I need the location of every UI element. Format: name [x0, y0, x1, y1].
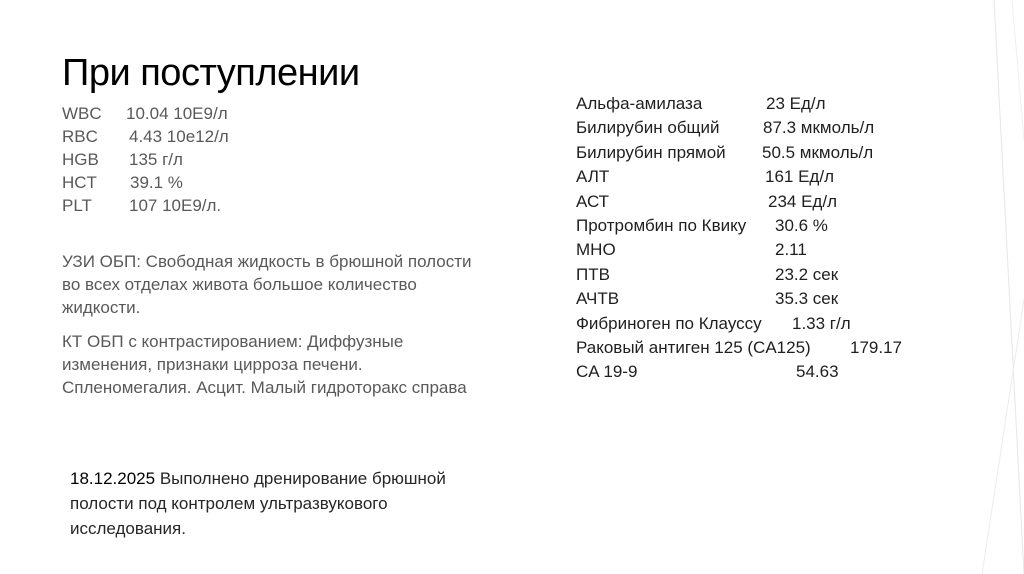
- lab-name: PLT: [62, 196, 92, 215]
- bio-value: 23.2 сек: [775, 264, 839, 284]
- bio-name: АСТ: [576, 191, 610, 211]
- bio-name: Билирубин общий: [576, 118, 720, 138]
- bio-value: 234 Ед/л: [768, 191, 837, 211]
- bio-name: МНО: [576, 240, 616, 260]
- decorative-lines: [964, 0, 1024, 574]
- slide-title: При поступлении: [62, 52, 360, 94]
- lab-value: 135 г/л: [129, 150, 183, 169]
- bio-name: Фибриноген по Клауссу: [576, 313, 762, 333]
- lab-value: 4.43 10e12/л: [129, 127, 229, 146]
- lab-name: HCT: [62, 173, 97, 192]
- bio-name: Альфа-амилаза: [576, 94, 703, 113]
- bio-name: АЧТВ: [576, 289, 620, 309]
- bio-name: Протромбин по Квику: [576, 215, 747, 235]
- bio-value: 35.3 сек: [775, 289, 839, 309]
- bio-value: 161 Ед/л: [765, 167, 834, 187]
- lab-value: 10.04 10E9/л: [126, 104, 228, 123]
- bio-value: 87.3 мкмоль/л: [763, 118, 875, 138]
- lab-value: 107 10E9/л.: [129, 196, 222, 215]
- lab-value: 39.1 %: [130, 173, 183, 192]
- drainage-date: 18.12.2025: [70, 469, 156, 488]
- bio-name: Раковый антиген 125 (CA125): [576, 337, 811, 357]
- lab-name: HGB: [62, 150, 99, 169]
- drainage-text: Выполнено дренирование брюшной полости под контролем ультразвукового исследования.: [70, 469, 446, 538]
- lab-name: RBC: [62, 127, 98, 146]
- bio-value: 1.33 г/л: [792, 313, 851, 333]
- bio-value: 2.11: [775, 240, 807, 260]
- bio-value: 179.17: [850, 337, 902, 357]
- bio-name: Билирубин прямой: [576, 142, 726, 162]
- bio-name: CA 19-9: [576, 362, 638, 382]
- bio-name: ПТВ: [576, 264, 610, 284]
- bio-value: 30.6 %: [775, 215, 828, 235]
- ct-finding: КТ ОБП с контрастированием: Диффузные изменения, признаки цирроза печени. Спленомегалия. Асцит. Малый гидроторакс справа: [62, 332, 467, 397]
- lab-name: WBC: [62, 104, 102, 123]
- bio-value: 50.5 мкмоль/л: [762, 142, 874, 162]
- bio-name: АЛТ: [576, 167, 610, 187]
- ultrasound-finding: УЗИ ОБП: Свободная жидкость в брюшной полости во всех отделах живота большое количество жидкости.: [62, 252, 472, 317]
- bio-value: 54.63: [796, 362, 839, 382]
- drainage-note: [70, 466, 460, 541]
- bio-value: 23 Ед/л: [766, 94, 826, 113]
